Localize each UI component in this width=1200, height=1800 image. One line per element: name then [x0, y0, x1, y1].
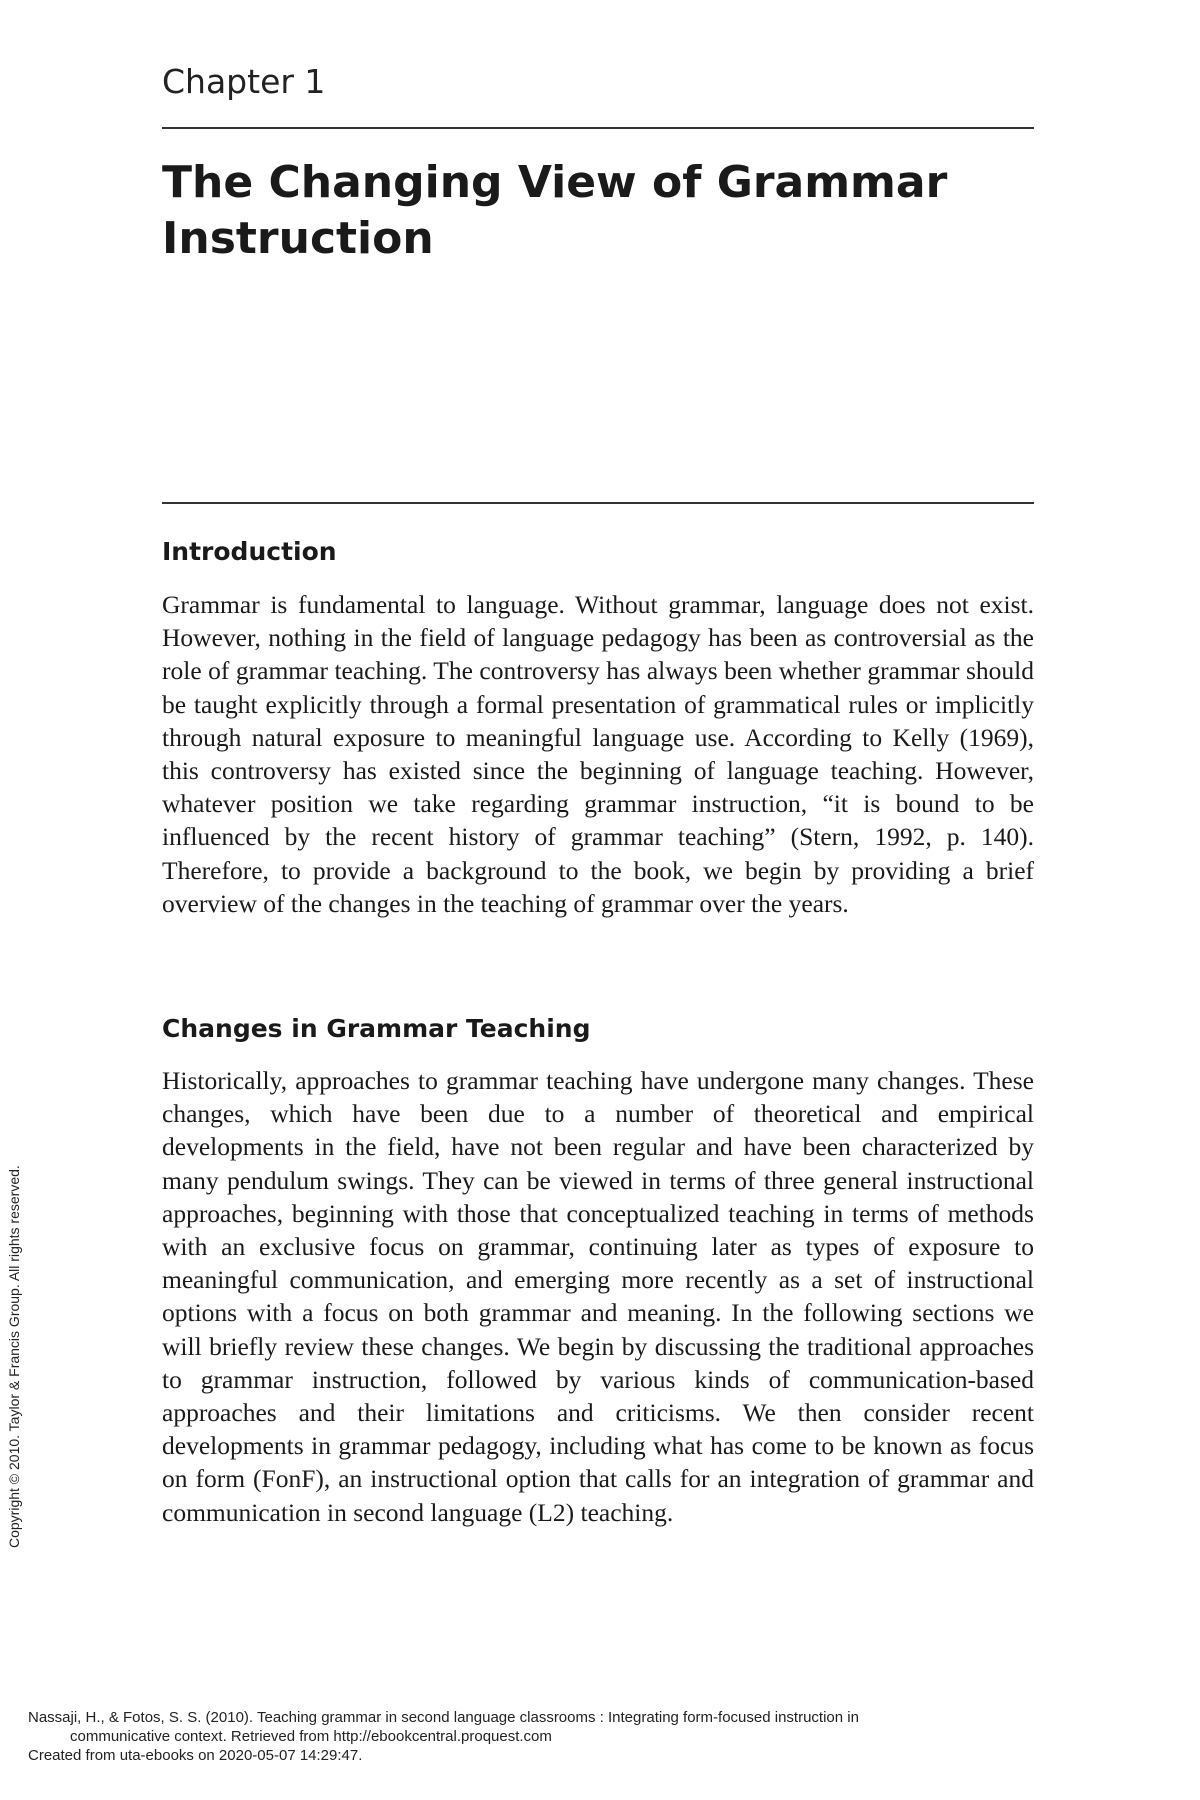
footer-citation-line2: communicative context. Retrieved from http://ebookcentral.proquest.com: [70, 1728, 552, 1745]
chapter-title-rule: [162, 502, 1034, 504]
section-heading-changes: Changes in Grammar Teaching: [162, 1014, 591, 1043]
chapter-title: The Changing View of Grammar Instruction: [162, 157, 948, 264]
footer-citation-line1: Nassaji, H., & Fotos, S. S. (2010). Teaching grammar in second language classrooms : Integrating form-focused instruction in: [28, 1709, 859, 1726]
copyright-side-note: Copyright © 2010. Taylor & Francis Group. All rights reserved.: [6, 1165, 22, 1548]
footer-created-line: Created from uta-ebooks on 2020-05-07 14:29:47.: [28, 1747, 363, 1764]
paragraph-introduction: Grammar is fundamental to language. Without grammar, language does not exist. However, nothing in the field of language pedagogy has been as controversial as the role of grammar teaching. The controversy has always been whether grammar should be taught explicitly through a formal presentation of grammatical rules or implicitly through natural exposure to meaningful language use. According to Kelly (1969), this controversy has existed since the beginning of language teaching. However, whatever position we take regarding grammar instruction, “it is bound to be influenced by the recent history of grammar teaching” (Stern, 1992, p. 140). Therefore, to provide a background to the book, we begin by providing a brief overview of the changes in the teaching of grammar over the years.: [162, 590, 1034, 918]
paragraph-changes: Historically, approaches to grammar teaching have undergone many changes. These changes, which have been due to a number of theoretical and empirical developments in the field, have not been regular and have been characterized by many pendulum swings. They can be viewed in terms of three general instructional approaches, beginning with those that conceptualized teaching in terms of methods with an exclusive focus on grammar, continuing later as types of exposure to meaningful communication, and emerging more recently as a set of instructional options with a focus on both grammar and meaning. In the following sections we will briefly review these changes. We begin by discussing the traditional approaches to grammar instruction, followed by various kinds of communication-based approaches and their limitations and criticisms. We then consider recent developments in grammar pedagogy, including what has come to be known as focus on form (FonF), an instructional option that calls for an integration of grammar and communication in second language (L2) teaching.: [162, 1066, 1034, 1527]
chapter-label: Chapter 1: [162, 62, 326, 101]
chapter-top-rule: [162, 127, 1034, 129]
page-footer: [28, 1708, 1178, 1765]
section-heading-introduction: Introduction: [162, 537, 337, 566]
